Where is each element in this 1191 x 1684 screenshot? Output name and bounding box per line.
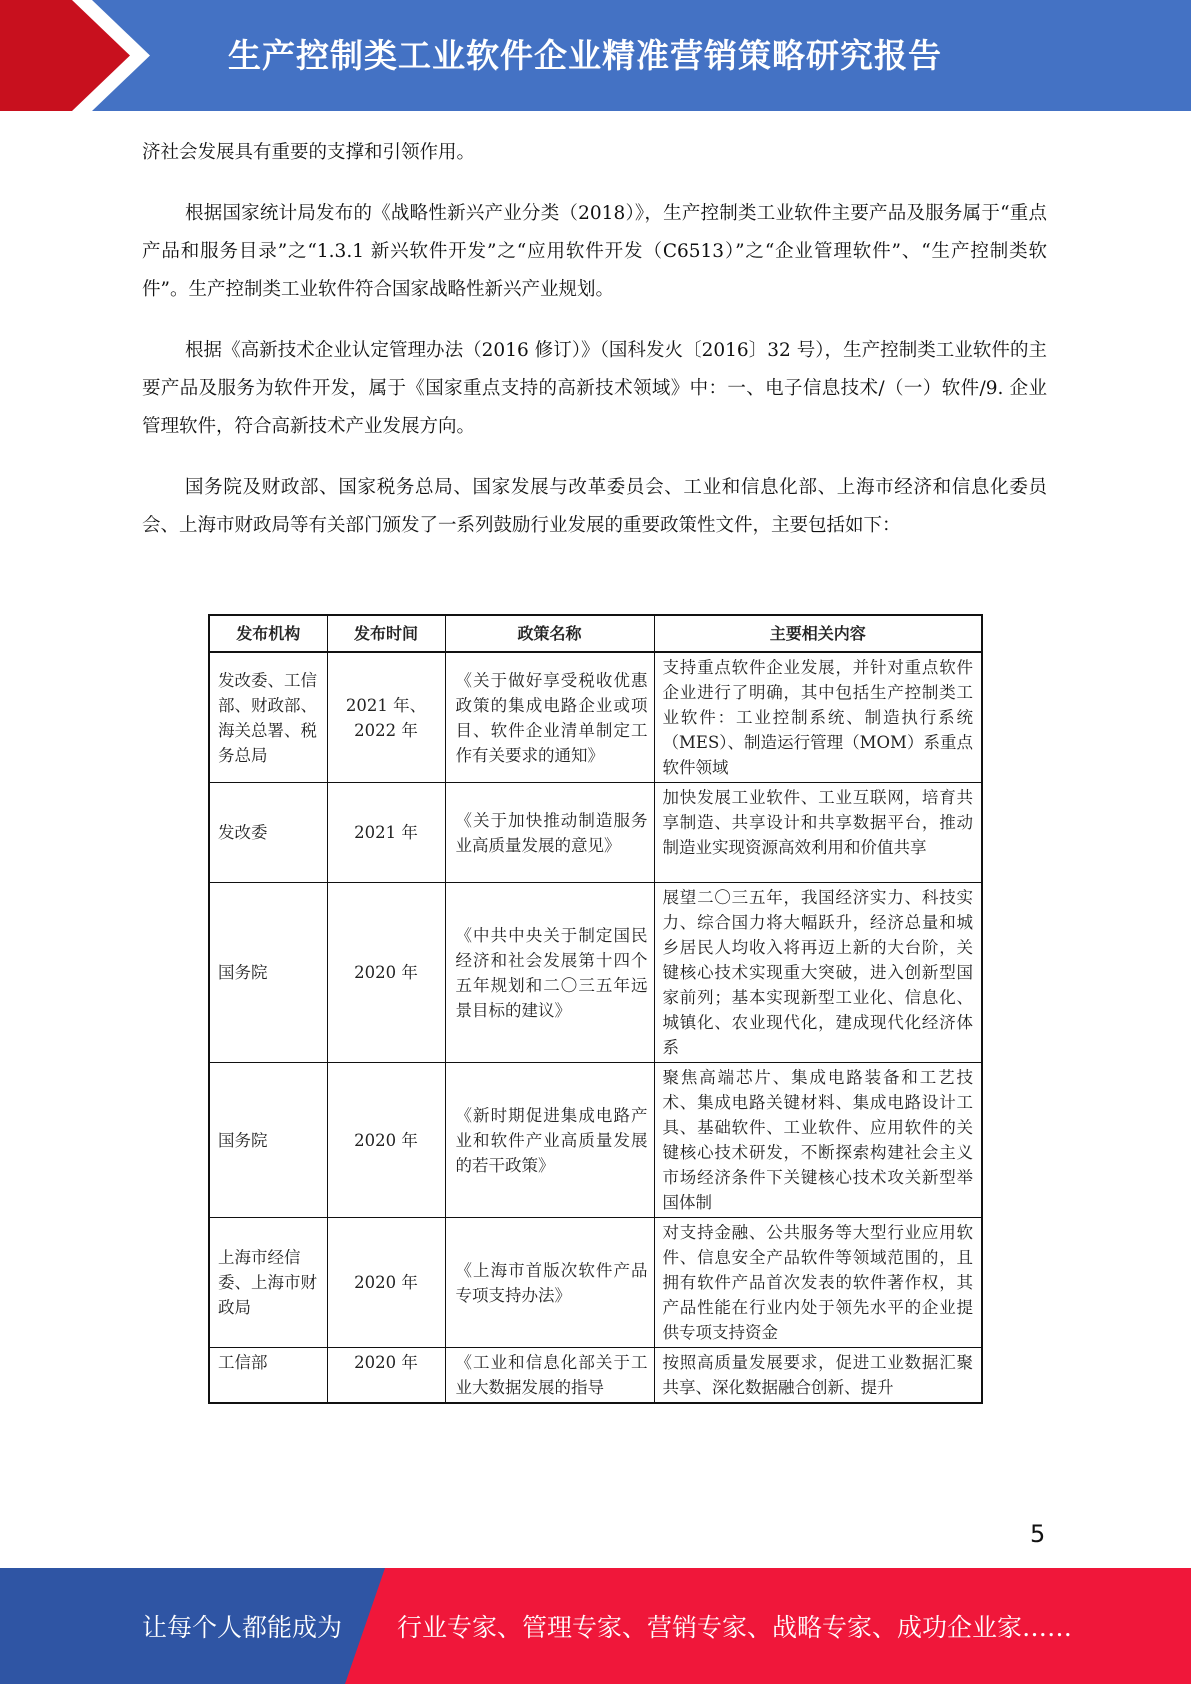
table-header-row — [209, 615, 982, 652]
cell-content: 展望二〇三五年，我国经济实力、科技实力、综合国力将大幅跃升，经济总量和城乡居民人均收入将再迈上新的大台阶，关键核心技术实现重大突破，进入创新型国家前列；基本实现新型工业化、信息化、城镇化、农业现代化，建成现代化经济体系 — [654, 883, 982, 1063]
cell-time — [327, 1348, 445, 1404]
cell-content — [654, 1348, 982, 1404]
cell-org — [209, 1348, 327, 1404]
paragraph: 根据《高新技术企业认定管理办法（2016 修订）》（国科发火〔2016〕32 号），生产控制类工业软件的主要产品及服务为软件开发，属于《国家重点支持的高新技术领域》中：一、电子信息技术/（一）软件/9. 企业管理软件，符合高新技术产业发展方向。 — [142, 340, 1047, 437]
header-banner — [0, 0, 1191, 111]
cell-org: 发改委、工信部、财政部、海关总署、税务总局 — [209, 652, 327, 783]
cell-time: 2021 年、2022 年 — [327, 652, 445, 783]
cell-policy-name: 《新时期促进集成电路产业和软件产业高质量发展的若干政策》 — [445, 1063, 654, 1218]
body-text — [142, 134, 1047, 568]
cell-org: 上海市经信委、上海市财政局 — [209, 1218, 327, 1348]
footer-slogan-right: 行业专家、管理专家、营销专家、战略专家、成功企业家…… — [397, 1613, 1073, 1642]
cell-time: 2020 年 — [327, 1063, 445, 1218]
column-header-time: 发布时间 — [327, 615, 445, 652]
table-row — [209, 1218, 982, 1348]
document-title: 生产控制类工业软件企业精准营销策略研究报告 — [228, 36, 942, 75]
cell-org: 国务院 — [209, 883, 327, 1063]
cell-policy-name — [445, 1348, 654, 1404]
cell-time: 2020 年 — [327, 883, 445, 1063]
footer-slogan-left: 让每个人都能成为 — [142, 1613, 343, 1642]
cell-policy-name: 《关于做好享受税收优惠政策的集成电路企业或项目、软件企业清单制定工作有关要求的通知》 — [445, 652, 654, 783]
table-row — [209, 783, 982, 883]
policy-table — [208, 614, 983, 1404]
cell-content: 聚焦高端芯片、集成电路装备和工艺技术、集成电路关键材料、集成电路设计工具、基础软件、工业软件、应用软件的关键核心技术研发，不断探索构建社会主义市场经济条件下关键核心技术攻关新型举国体制 — [654, 1063, 982, 1218]
cell-time-text: 2020 年 — [354, 1353, 418, 1372]
paragraph: 济社会发展具有重要的支撑和引领作用。 — [142, 142, 476, 163]
table-row — [209, 1348, 982, 1404]
cell-org: 国务院 — [209, 1063, 327, 1218]
column-header-content: 主要相关内容 — [654, 615, 982, 652]
column-header-org: 发布机构 — [209, 615, 327, 652]
cell-org-text: 工信部 — [218, 1353, 268, 1372]
cell-content-text: 按照高质量发展要求，促进工业数据汇聚共享、深化数据融合创新、提升 — [662, 1353, 973, 1397]
paragraph: 国务院及财政部、国家税务总局、国家发展与改革委员会、工业和信息化部、上海市经济和信息化委员会、上海市财政局等有关部门颁发了一系列鼓励行业发展的重要政策性文件，主要包括如下： — [142, 477, 1047, 536]
cell-policy-name-text: 《工业和信息化部关于工业大数据发展的指导 — [455, 1353, 648, 1397]
cell-time: 2021 年 — [327, 783, 445, 883]
footer-banner — [0, 1568, 1191, 1684]
cell-policy-name: 《中共中央关于制定国民经济和社会发展第十四个五年规划和二〇三五年远景目标的建议》 — [445, 883, 654, 1063]
paragraph: 根据国家统计局发布的《战略性新兴产业分类（2018）》，生产控制类工业软件主要产品及服务属于“重点产品和服务目录”之“1.3.1 新兴软件开发”之“应用软件开发（C6513）”之“企业管理软件”、“生产控制类软件”。生产控制类工业软件符合国家战略性新兴产业规划。 — [142, 203, 1047, 300]
table-row — [209, 883, 982, 1063]
column-header-policy-name: 政策名称 — [445, 615, 654, 652]
cell-org: 发改委 — [209, 783, 327, 883]
cell-content: 对支持金融、公共服务等大型行业应用软件、信息安全产品软件等领域范围的，且拥有软件产品首次发表的软件著作权，其产品性能在行业内处于领先水平的企业提供专项支持资金 — [654, 1218, 982, 1348]
header-chevron-decoration — [0, 0, 160, 111]
page-number: 5 — [1030, 1520, 1046, 1548]
table-row — [209, 652, 982, 783]
cell-content: 加快发展工业软件、工业互联网，培育共享制造、共享设计和共享数据平台，推动制造业实现资源高效利用和价值共享 — [654, 783, 982, 883]
cell-policy-name: 《关于加快推动制造服务业高质量发展的意见》 — [445, 783, 654, 883]
table-row — [209, 1063, 982, 1218]
policy-table-container — [208, 614, 981, 1404]
cell-time: 2020 年 — [327, 1218, 445, 1348]
cell-policy-name: 《上海市首版次软件产品专项支持办法》 — [445, 1218, 654, 1348]
cell-content: 支持重点软件企业发展，并针对重点软件企业进行了明确，其中包括生产控制类工业软件：工业控制系统、制造执行系统 （MES）、制造运行管理（MOM）系重点软件领域 — [654, 652, 982, 783]
